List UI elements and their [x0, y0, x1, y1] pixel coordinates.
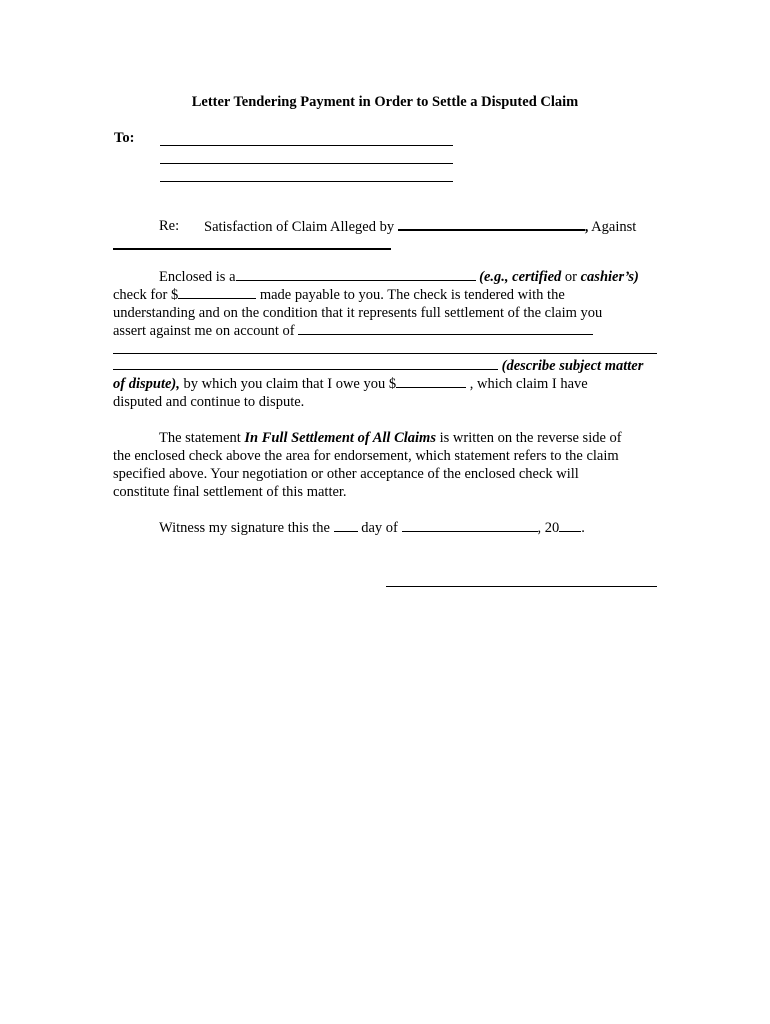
check-type-blank[interactable] [236, 268, 476, 281]
p1-check-for: check for $ [113, 287, 179, 303]
year-blank[interactable] [559, 519, 581, 532]
p1-eg-certified: (e.g., certified [479, 269, 562, 285]
p1-line-2 [113, 286, 565, 304]
p1-cashiers: cashier’s) [580, 269, 639, 285]
account-of-blank[interactable] [298, 322, 593, 335]
p1-line-7: disputed and continue to dispute. [113, 394, 305, 410]
p1-assert-against: assert against me on account of [113, 323, 295, 339]
witness-text-b: day of [361, 520, 398, 536]
re-satisfaction-text: Satisfaction of Claim Alleged by [204, 219, 395, 235]
p2-line-3: specified above. Your negotiation or other acceptance of the enclosed check will [113, 466, 579, 482]
p1-which-claim: , which claim I have [469, 376, 588, 392]
p1-describe: (describe subject matter [501, 358, 644, 374]
p2-line-2: the enclosed check above the area for endorsement, which statement refers to the claim [113, 448, 619, 464]
p2-written-on: is written on the reverse side of [439, 430, 622, 446]
claimant-name-blank[interactable] [398, 217, 585, 231]
p2-the-statement: The statement [159, 430, 241, 446]
p1-or: or [564, 269, 577, 285]
dispute-description-line[interactable] [113, 353, 657, 354]
p2-line-4: constitute final settlement of this matter. [113, 484, 347, 500]
witness-text-d: . [581, 520, 585, 536]
p2-in-full-settlement: In Full Settlement of All Claims [244, 430, 436, 446]
dispute-description-blank[interactable] [113, 357, 498, 370]
p1-owe-you: by which you claim that I owe you $ [183, 376, 397, 392]
owed-amount-blank[interactable] [396, 375, 466, 388]
p1-line-6 [113, 375, 588, 393]
p1-line-5 [113, 357, 643, 375]
p1-line-3: understanding and on the condition that it represents full settlement of the claim you [113, 305, 603, 321]
recipient-line-2[interactable] [160, 163, 453, 164]
witness-text-a: Witness my signature this the [159, 520, 330, 536]
against-party-line[interactable] [113, 248, 391, 250]
signature-line[interactable] [386, 586, 657, 587]
document-title: Letter Tendering Payment in Order to Settle a Disputed Claim [191, 94, 579, 110]
re-label: Re: [159, 218, 180, 234]
p1-enclosed: Enclosed is a [159, 269, 236, 285]
witness-text-c: , 20 [537, 520, 560, 536]
day-blank[interactable] [334, 519, 358, 532]
p1-line-4 [113, 322, 593, 340]
recipient-line-3[interactable] [160, 181, 453, 182]
month-blank[interactable] [402, 519, 538, 532]
p1-made-payable: made payable to you. The check is tendered with the [259, 287, 565, 303]
to-label: To: [114, 130, 135, 146]
p1-line-1 [159, 268, 639, 286]
re-against: Against [591, 219, 637, 235]
p2-line-1 [159, 429, 622, 447]
recipient-line-1[interactable] [160, 145, 453, 146]
check-amount-blank[interactable] [178, 286, 256, 299]
re-comma: , [584, 219, 589, 235]
re-text [204, 217, 636, 236]
p1-of-dispute: of dispute), [113, 376, 180, 392]
witness-line [159, 519, 585, 537]
